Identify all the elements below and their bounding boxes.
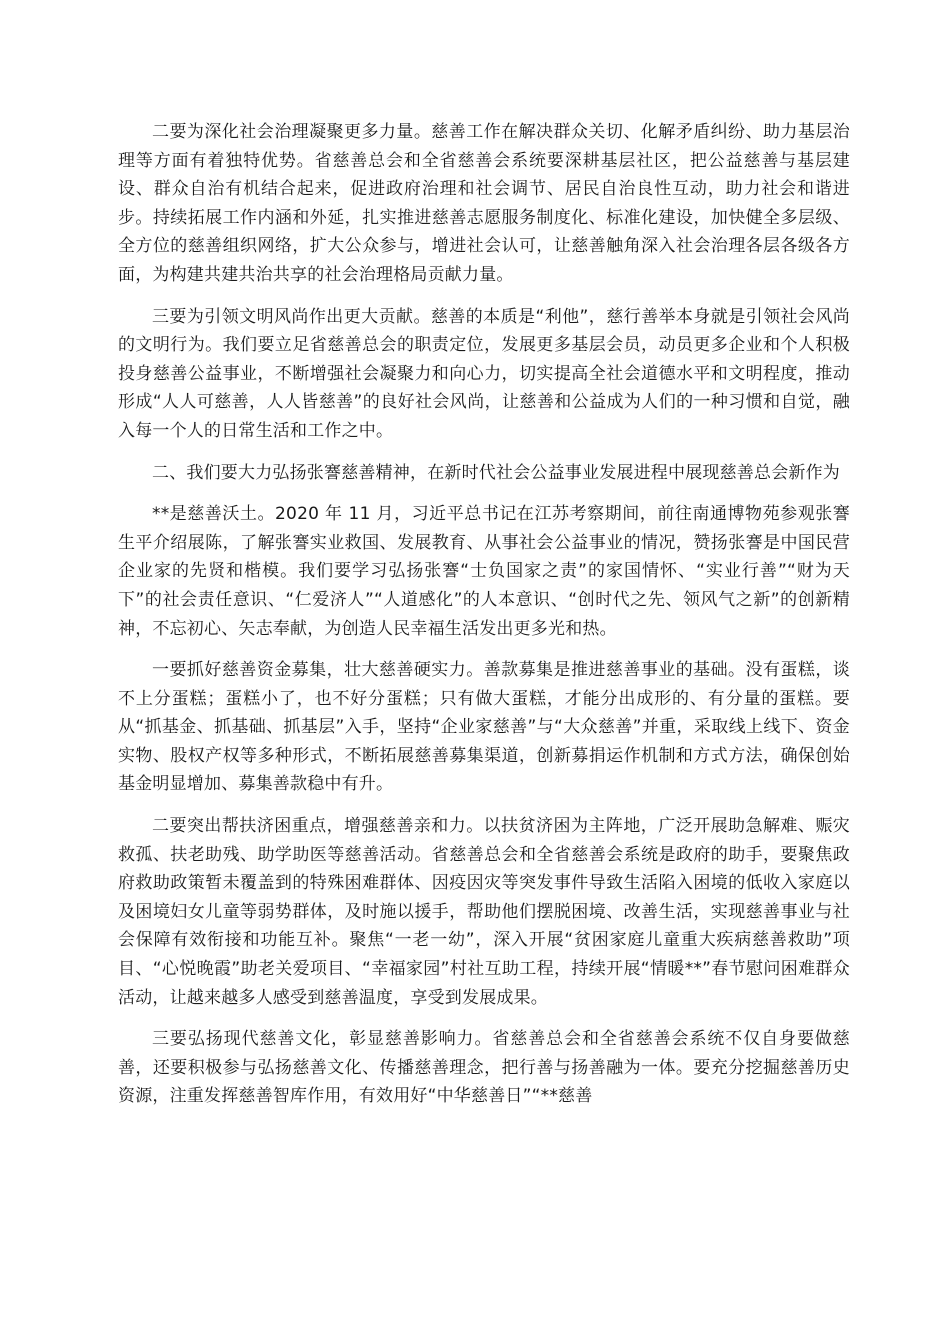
paragraph-fundraising: 一要抓好慈善资金募集，壮大慈善硬实力。善款募集是推进慈善事业的基础。没有蛋糕，谈不上分蛋糕；蛋糕小了，也不好分蛋糕；只有做大蛋糕，才能分出成形的、有分量的蛋糕。要从“抓基金、抓基础、抓基层”入手，坚持“企业家慈善”与“大众慈善”并重，采取线上线下、资金实物、股权产权等多种形式，不断拓展慈善募集渠道，创新募捐运作机制和方式方法，确保创始基金明显增加、募集善款稳中有升。 xyxy=(118,660,850,795)
section-heading-zhang-jian-spirit: 二、我们要大力弘扬张謇慈善精神，在新时代社会公益事业发展进程中展现慈善总会新作为 xyxy=(152,462,840,483)
paragraph-civilization-trend: 三要为引领文明风尚作出更大贡献。慈善的本质是“利他”，慈行善举本身就是引领社会风尚的文明行为。我们要立足省慈善总会的职责定位，发展更多基层会员，动员更多企业和个人积极投身慈善公益事业，不断增强社会凝聚力和向心力，切实提高全社会道德水平和文明程度，推动形成“人人可慈善，人人皆慈善”的良好社会风尚，让慈善和公益成为人们的一种习惯和自觉，融入每一个人的日常生活和工作之中。 xyxy=(118,306,850,441)
paragraph-poverty-relief: 二要突出帮扶济困重点，增强慈善亲和力。以扶贫济困为主阵地，广泛开展助急解难、赈灾救孤、扶老助残、助学助医等慈善活动。省慈善总会和全省慈善会系统是政府的助手，要聚焦政府救助政策暂未覆盖到的特殊困难群体、因疫因灾等突发事件导致生活陷入困境的低收入家庭以及困境妇女儿童等弱势群体，及时施以援手，帮助他们摆脱困境、改善生活，实现慈善事业与社会保障有效衔接和功能互补。聚焦“一老一幼”，深入开展“贫困家庭儿童重大疾病慈善救助”项目、“心悦晚霞”助老关爱项目、“幸福家园”村社互助工程，持续开展“情暖**”春节慰问困难群众活动，让越来越多人感受到慈善温度，享受到发展成果。 xyxy=(118,816,850,1008)
paragraph-social-governance: 二要为深化社会治理凝聚更多力量。慈善工作在解决群众关切、化解矛盾纠纷、助力基层治理等方面有着独特优势。省慈善总会和全省慈善会系统要深耕基层社区，把公益慈善与基层建设、群众自治有机结合起来，促进政府治理和社会调节、居民自治良性互动，助力社会和谐进步。持续拓展工作内涵和外延，扎实推进慈善志愿服务制度化、标准化建设，加快健全多层级、全方位的慈善组织网络，扩大公众参与，增进社会认可，让慈善触角深入社会治理各层各级各方面，为构建共建共治共享的社会治理格局贡献力量。 xyxy=(118,122,850,285)
paragraph-charity-culture: 三要弘扬现代慈善文化，彰显慈善影响力。省慈善总会和全省慈善会系统不仅自身要做慈善，还要积极参与弘扬慈善文化、传播慈善理念，把行善与扬善融为一体。要充分挖掘慈善历史资源，注重发挥慈善智库作用，有效用好“中华慈善日”“**慈善 xyxy=(118,1029,850,1107)
paragraph-charity-fertile-land: **是慈善沃土。2020 年 11 月，习近平总书记在江苏考察期间，前往南通博物苑参观张謇生平介绍展陈，了解张謇实业救国、发展教育、从事社会公益事业的情况，赞扬张謇是中国民营企业家的先贤和楷模。我们要学习弘扬张謇“士负国家之责”的家国情怀、“实业行善”“财为天下”的社会责任意识、“仁爱济人”“人道感化”的人本意识、“创时代之先、领风气之新”的创新精神，不忘初心、矢志奉献，为创造人民幸福生活发出更多光和热。 xyxy=(118,504,850,639)
document-page xyxy=(118,118,850,1124)
